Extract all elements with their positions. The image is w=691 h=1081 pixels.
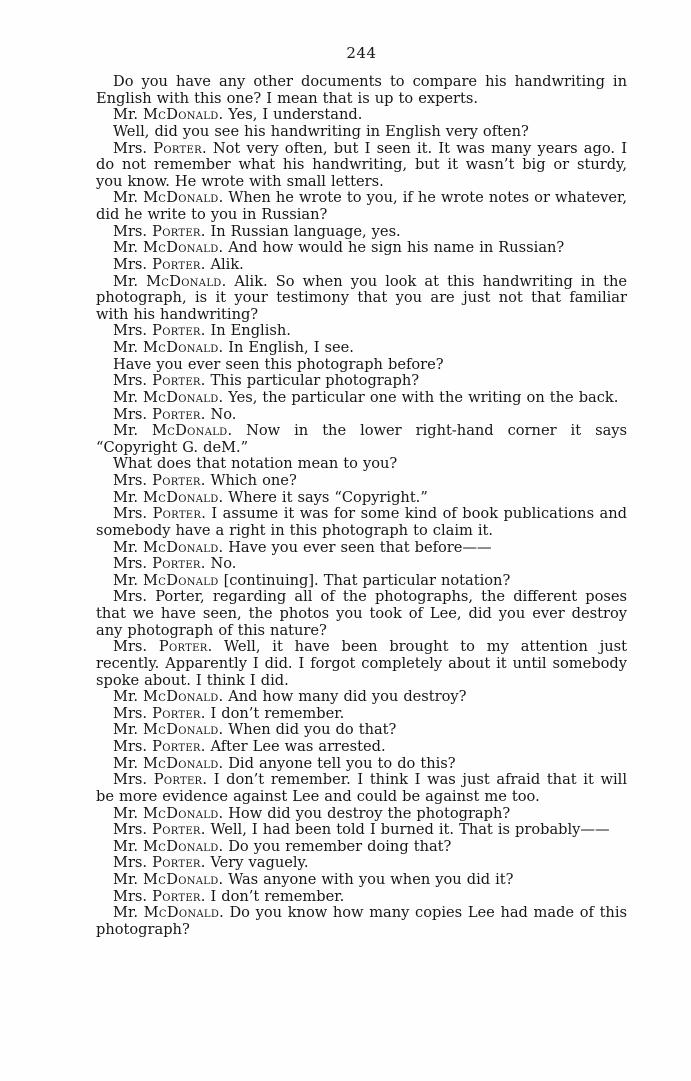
transcript-paragraph: Mrs. Porter. Well, it have been brought to my attention just recently. Apparently I did. I forgot completely about it until somebody spoke about. I think I did. — [96, 638, 627, 689]
speaker-name: McDonald — [143, 904, 220, 922]
transcript-paragraph: Mrs. Porter. Not very often, but I seen it. It was many years ago. I do not remember what his handwriting, but it wasn’t big or sturdy, you know. He wrote with small letters. — [96, 139, 627, 190]
transcript-paragraph: Mr. McDonald. When he wrote to you, if he wrote notes or whatever, did he write to you in Russian? — [96, 189, 628, 223]
transcript-paragraph: Mrs. Porter, regarding all of the photographs, the different poses that we have seen, the photos you took of Lee, did you ever destroy any photograph of this nature? — [96, 588, 627, 639]
transcript-paragraph: Mr. McDonald. Now in the lower right-hand corner it says “Copyright G. deM.” — [96, 422, 628, 456]
transcript-paragraph: Mr. McDonald. Do you remember doing that? — [113, 837, 452, 855]
transcript-paragraph: Mr. McDonald. Yes, the particular one with the writing on the back. — [113, 388, 619, 406]
transcript-paragraph: Mrs. Porter. No. — [113, 555, 237, 573]
transcript-paragraph: Mrs. Porter. Very vaguely. — [113, 854, 309, 872]
speaker-name: Porter — [153, 139, 202, 157]
speaker-name: Porter — [152, 555, 201, 573]
speaker-name: Porter — [152, 854, 201, 872]
speaker-name: Porter — [152, 472, 201, 489]
speaker-name: Porter — [152, 372, 201, 390]
transcript-paragraph: Mrs. Porter. Well, I had been told I burned it. That is probably—— — [113, 821, 610, 839]
transcript-paragraph: Mrs. Porter. No. — [113, 405, 237, 423]
transcript-paragraph: Mrs. Porter. I don’t remember. I think I was just afraid that it will be more evidence against Lee and could be against me too. — [96, 771, 627, 805]
transcript-paragraph: Mrs. Porter. Which one? — [113, 472, 297, 489]
transcript-paragraph: Mrs. Porter. In English. — [113, 322, 291, 340]
speaker-name: McDonald — [143, 189, 219, 207]
transcript-paragraph: Mr. McDonald. When did you do that? — [113, 721, 397, 739]
transcript-paragraph: Mr. McDonald. Alik. So when you look at this handwriting in the photograph, is it your testimony that you are just not that familiar with his handwriting? — [96, 272, 627, 323]
speaker-name: Porter — [152, 222, 201, 240]
speaker-name: McDonald — [143, 106, 219, 124]
speaker-name: Porter — [152, 821, 201, 839]
speaker-name: Porter — [152, 255, 201, 273]
speaker-name: McDonald — [143, 804, 219, 822]
speaker-name: Porter — [152, 887, 201, 905]
speaker-name: McDonald — [151, 422, 228, 440]
speaker-name: McDonald — [143, 837, 219, 855]
transcript-paragraph: Mr. McDonald. How did you destroy the photograph? — [113, 804, 511, 822]
transcript-paragraph: Mr. McDonald [continuing]. That particular notation? — [113, 571, 511, 589]
transcript-paragraph: What does that notation mean to you? — [113, 455, 398, 473]
speaker-name: McDonald — [143, 754, 219, 772]
transcript-paragraph: Mr. McDonald. Do you know how many copies Lee had made of this photograph? — [96, 904, 627, 938]
transcript-paragraph: Mrs. Porter. This particular photograph? — [113, 372, 420, 390]
speaker-name: Porter — [152, 704, 201, 722]
transcript-paragraph: Mr. McDonald. And how would he sign his name in Russian? — [113, 239, 565, 257]
transcript-paragraph: Mr. McDonald. In English, I see. — [113, 339, 354, 356]
speaker-name: McDonald — [146, 272, 222, 290]
speaker-name: McDonald — [143, 688, 219, 706]
speaker-name: McDonald — [143, 488, 219, 506]
speaker-name: McDonald — [143, 721, 219, 739]
transcript-text-block — [96, 74, 627, 939]
transcript-paragraph: Mr. McDonald. And how many did you destroy? — [113, 688, 467, 706]
transcript-paragraph: Mr. McDonald. Was anyone with you when you did it? — [113, 871, 514, 888]
transcript-paragraph: Mrs. Porter. I don’t remember. — [113, 704, 345, 722]
transcript-paragraph: Mr. McDonald. Where it says “Copyright.” — [113, 488, 428, 506]
speaker-name: Porter — [158, 638, 208, 656]
speaker-name: McDonald — [143, 388, 219, 406]
transcript-paragraph: Mrs. Porter. After Lee was arrested. — [113, 738, 386, 755]
speaker-name: Porter — [152, 505, 202, 523]
transcript-paragraph: Mr. McDonald. Yes, I understand. — [113, 106, 363, 124]
transcript-paragraph: Mrs. Porter. In Russian language, yes. — [113, 222, 401, 240]
speaker-name: McDonald — [143, 239, 219, 257]
speaker-name: McDonald — [143, 339, 219, 356]
speaker-name: Porter — [152, 322, 201, 340]
speaker-name: McDonald — [143, 871, 219, 888]
transcript-paragraph: Have you ever seen this photograph before? — [113, 355, 444, 373]
speaker-name: Porter — [152, 405, 201, 423]
transcript-paragraph: Mr. McDonald. Have you ever seen that before—— — [113, 538, 492, 556]
page-number: 244 — [346, 44, 377, 62]
transcript-paragraph: Mrs. Porter. I don’t remember. — [113, 887, 345, 905]
transcript-paragraph: Mrs. Porter. Alik. — [113, 255, 244, 273]
transcript-paragraph: Mrs. Porter. I assume it was for some kind of book publications and somebody have a right in this photograph to claim it. — [96, 505, 627, 539]
speaker-name: Porter — [153, 771, 203, 789]
transcript-paragraph: Well, did you see his handwriting in English very often? — [113, 122, 529, 140]
speaker-name: McDonald — [143, 538, 219, 556]
speaker-name: Porter — [152, 738, 201, 755]
speaker-name: McDonald — [143, 571, 219, 589]
transcript-paragraph: Do you have any other documents to compare his handwriting in English with this one? I mean that is up to experts. — [96, 73, 627, 107]
transcript-paragraph: Mr. McDonald. Did anyone tell you to do this? — [113, 754, 456, 772]
